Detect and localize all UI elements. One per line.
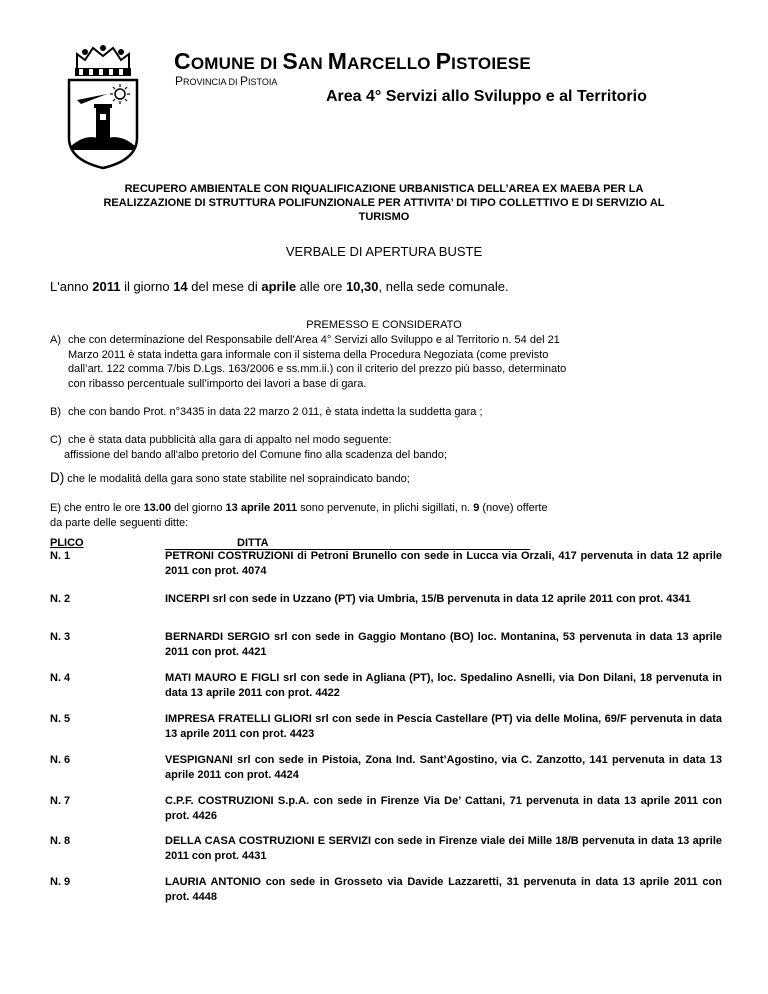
table-row: N. 5 IMPRESA FRATELLI GLIORI srl con sede in Pescia Castellare (PT) via delle Molina, 69/F pervenuta in data 13 aprile 2011 con prot. 4423 (50, 713, 722, 740)
table-row: N. 7 C.P.F. COSTRUZIONI S.p.A. con sede in Firenze Via De’ Cattani, 71 pervenuta in data 13 aprile 2011 con prot. 4426 (50, 795, 722, 822)
municipality-name: COMUNE DI SAN MARCELLO PISTOIESE (174, 48, 531, 74)
paragraph-d: D) che le modalità della gara sono state stabilite nel sopraindicato bando; (50, 470, 410, 485)
table-row: N. 3 BERNARDI SERGIO srl con sede in Gaggio Montano (BO) loc. Montanina, 53 pervenuta in data 13 aprile 2011 con prot. 4421 (50, 631, 722, 658)
paragraph-b: B) che con bando Prot. n°3435 in data 22 marzo 2 011, è stata indetta la suddetta gara ; (50, 406, 483, 418)
table-row: N. 6 VESPIGNANI srl con sede in Pistoia, Zona Ind. Sant’Agostino, via C. Zanzotto, 141 pervenuta in data 13 aprile 2011 con prot. 4424 (50, 754, 722, 781)
table-row: N. 8 DELLA CASA COSTRUZIONI E SERVIZI con sede in Firenze viale dei Mille 18/B pervenuta in data 13 aprile 2011 con prot. 4431 (50, 835, 722, 862)
paragraph-a: A) che con determinazione del Responsabile dell'Area 4° Servizi allo Sviluppo e al Territorio n. 54 del 21 Marzo 2011 è stata indetta gara informale con il sistema della Procedura Negoziata (come previsto dall’art. 122 comma 7/bis D.Lgs. 163/2006 e ss.mm.ii.) con il criterio del prezzo più basso, determinato con ribasso percentuale sull’importo dei lavori a base di gara. (50, 334, 567, 390)
table-row: N. 4 MATI MAURO E FIGLI srl con sede in Agliana (PT), loc. Spedalino Asnelli, via Don Dilani, 18 pervenuta in data 13 aprile 2011 con prot. 4422 (50, 672, 722, 699)
paragraph-c: C) che è stata data pubblicità alla gara di appalto nel modo seguente: affissione del bando all'albo pretorio del Comune fino alla scadenza del bando; (50, 434, 447, 461)
intro-sentence: L'anno 2011 il giorno 14 del mese di aprile alle ore 10,30, nella sede comunale. (50, 279, 509, 294)
document-title: RECUPERO AMBIENTALE CON RIQUALIFICAZIONE URBANISTICA DELL’AREA EX MAEBA PER LA REALIZZAZIONE DI STRUTTURA POLIFUNZIONALE PER ATTIVITA’ DI TIPO COLLETTIVO E DI SERVIZIO AL TURISMO (103, 183, 665, 223)
table-row: N. 9 LAURIA ANTONIO con sede in Grosseto via Davide Lazzaretti, 31 pervenuta in data 13 aprile 2011 con prot. 4448 (50, 876, 722, 903)
municipal-crest-logo (63, 42, 143, 170)
plico-column-header: PLICO (50, 537, 84, 549)
table-row: N. 1 PETRONI COSTRUZIONI di Petroni Brunello con sede in Lucca via Orzali, 417 pervenuta in data 12 aprile 2011 con prot. 4074 (50, 550, 722, 577)
table-row: N. 2 INCERPI srl con sede in Uzzano (PT) via Umbria, 15/B pervenuta in data 12 aprile 2011 con prot. 4341 (50, 593, 691, 605)
paragraph-e: E) che entro le ore 13.00 del giorno 13 aprile 2011 sono pervenute, in plichi sigillati, n. 9 (nove) offerte da parte delle seguenti ditte: (50, 502, 548, 529)
ditta-column-header: DITTA (165, 537, 530, 550)
document-subtitle: VERBALE DI APERTURA BUSTE (285, 244, 483, 259)
section-heading: PREMESSO E CONSIDERATO (306, 319, 462, 331)
department-name: Area 4° Servizi allo Sviluppo e al Territorio (326, 88, 647, 105)
province-name: PROVINCIA DI PISTOIA (175, 74, 278, 88)
